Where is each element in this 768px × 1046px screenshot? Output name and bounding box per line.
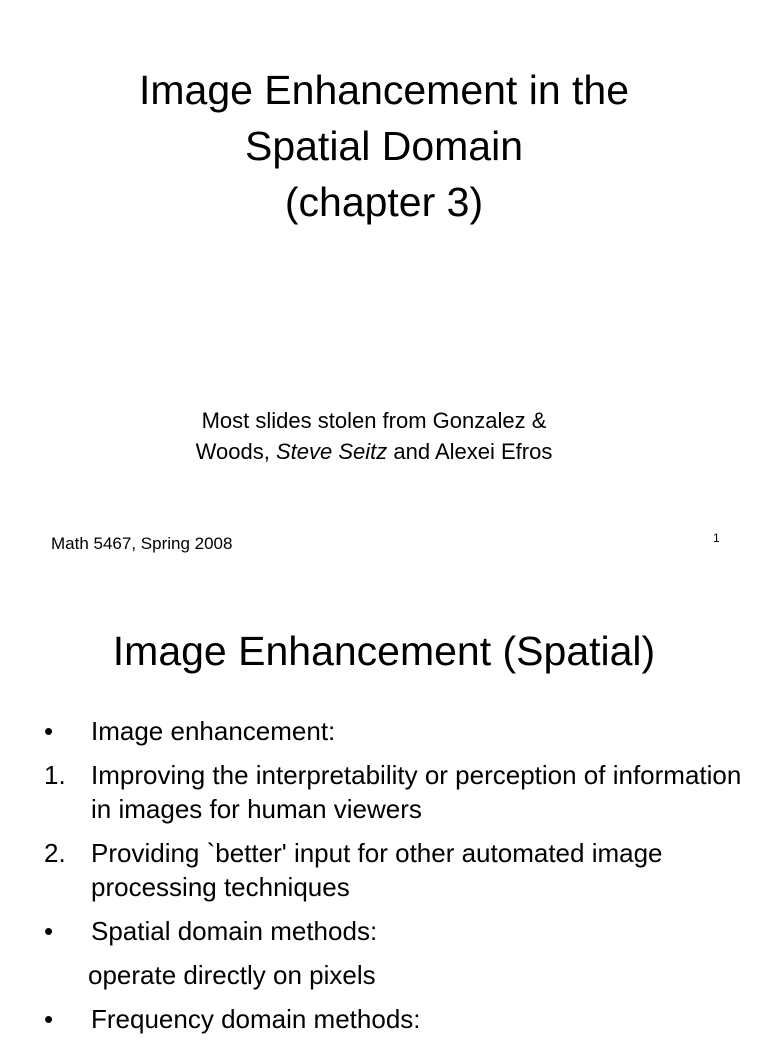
bullet-marker: •	[44, 1004, 54, 1034]
list-item-text: Providing `better' input for other automated image processing techniques	[91, 838, 663, 902]
credits-prefix: Woods,	[195, 439, 276, 464]
credits-line-1: Most slides stolen from Gonzalez &	[201, 408, 547, 433]
list-item-text: Spatial domain methods:	[91, 916, 378, 946]
list-item	[0, 758, 768, 826]
list-item	[0, 836, 768, 904]
credits-italic-name: Steve Seitz	[275, 439, 388, 464]
list-item-text: operate directly on pixels	[88, 960, 376, 990]
list-item	[0, 1002, 768, 1036]
slide-title	[0, 62, 768, 230]
bullet-marker: •	[44, 916, 54, 946]
slide-2	[0, 576, 768, 1034]
list-item	[0, 714, 768, 748]
credits-line-2	[0, 436, 748, 467]
credits-suffix: and Alexei Efros	[387, 439, 553, 464]
title-line-3: (chapter 3)	[284, 179, 484, 225]
title-line-1: Image Enhancement in the	[138, 67, 630, 113]
list-item	[0, 914, 768, 948]
slide-title: Image Enhancement (Spatial)	[112, 628, 656, 674]
list-item-text: Frequency domain methods:	[91, 1004, 421, 1034]
credits-text	[0, 405, 748, 467]
title-line-2: Spatial Domain	[244, 123, 524, 169]
number-marker: 1.	[44, 760, 66, 790]
list-item-text: Improving the interpretability or perception of information in images for human viewers	[91, 760, 742, 824]
bullet-marker: •	[44, 716, 54, 746]
list-item	[0, 958, 768, 992]
list-item-text: Image enhancement:	[91, 716, 336, 746]
bullet-list	[0, 714, 768, 1046]
course-footer: Math 5467, Spring 2008	[51, 534, 233, 553]
page-number: 1	[713, 531, 720, 545]
number-marker: 2.	[44, 838, 66, 868]
